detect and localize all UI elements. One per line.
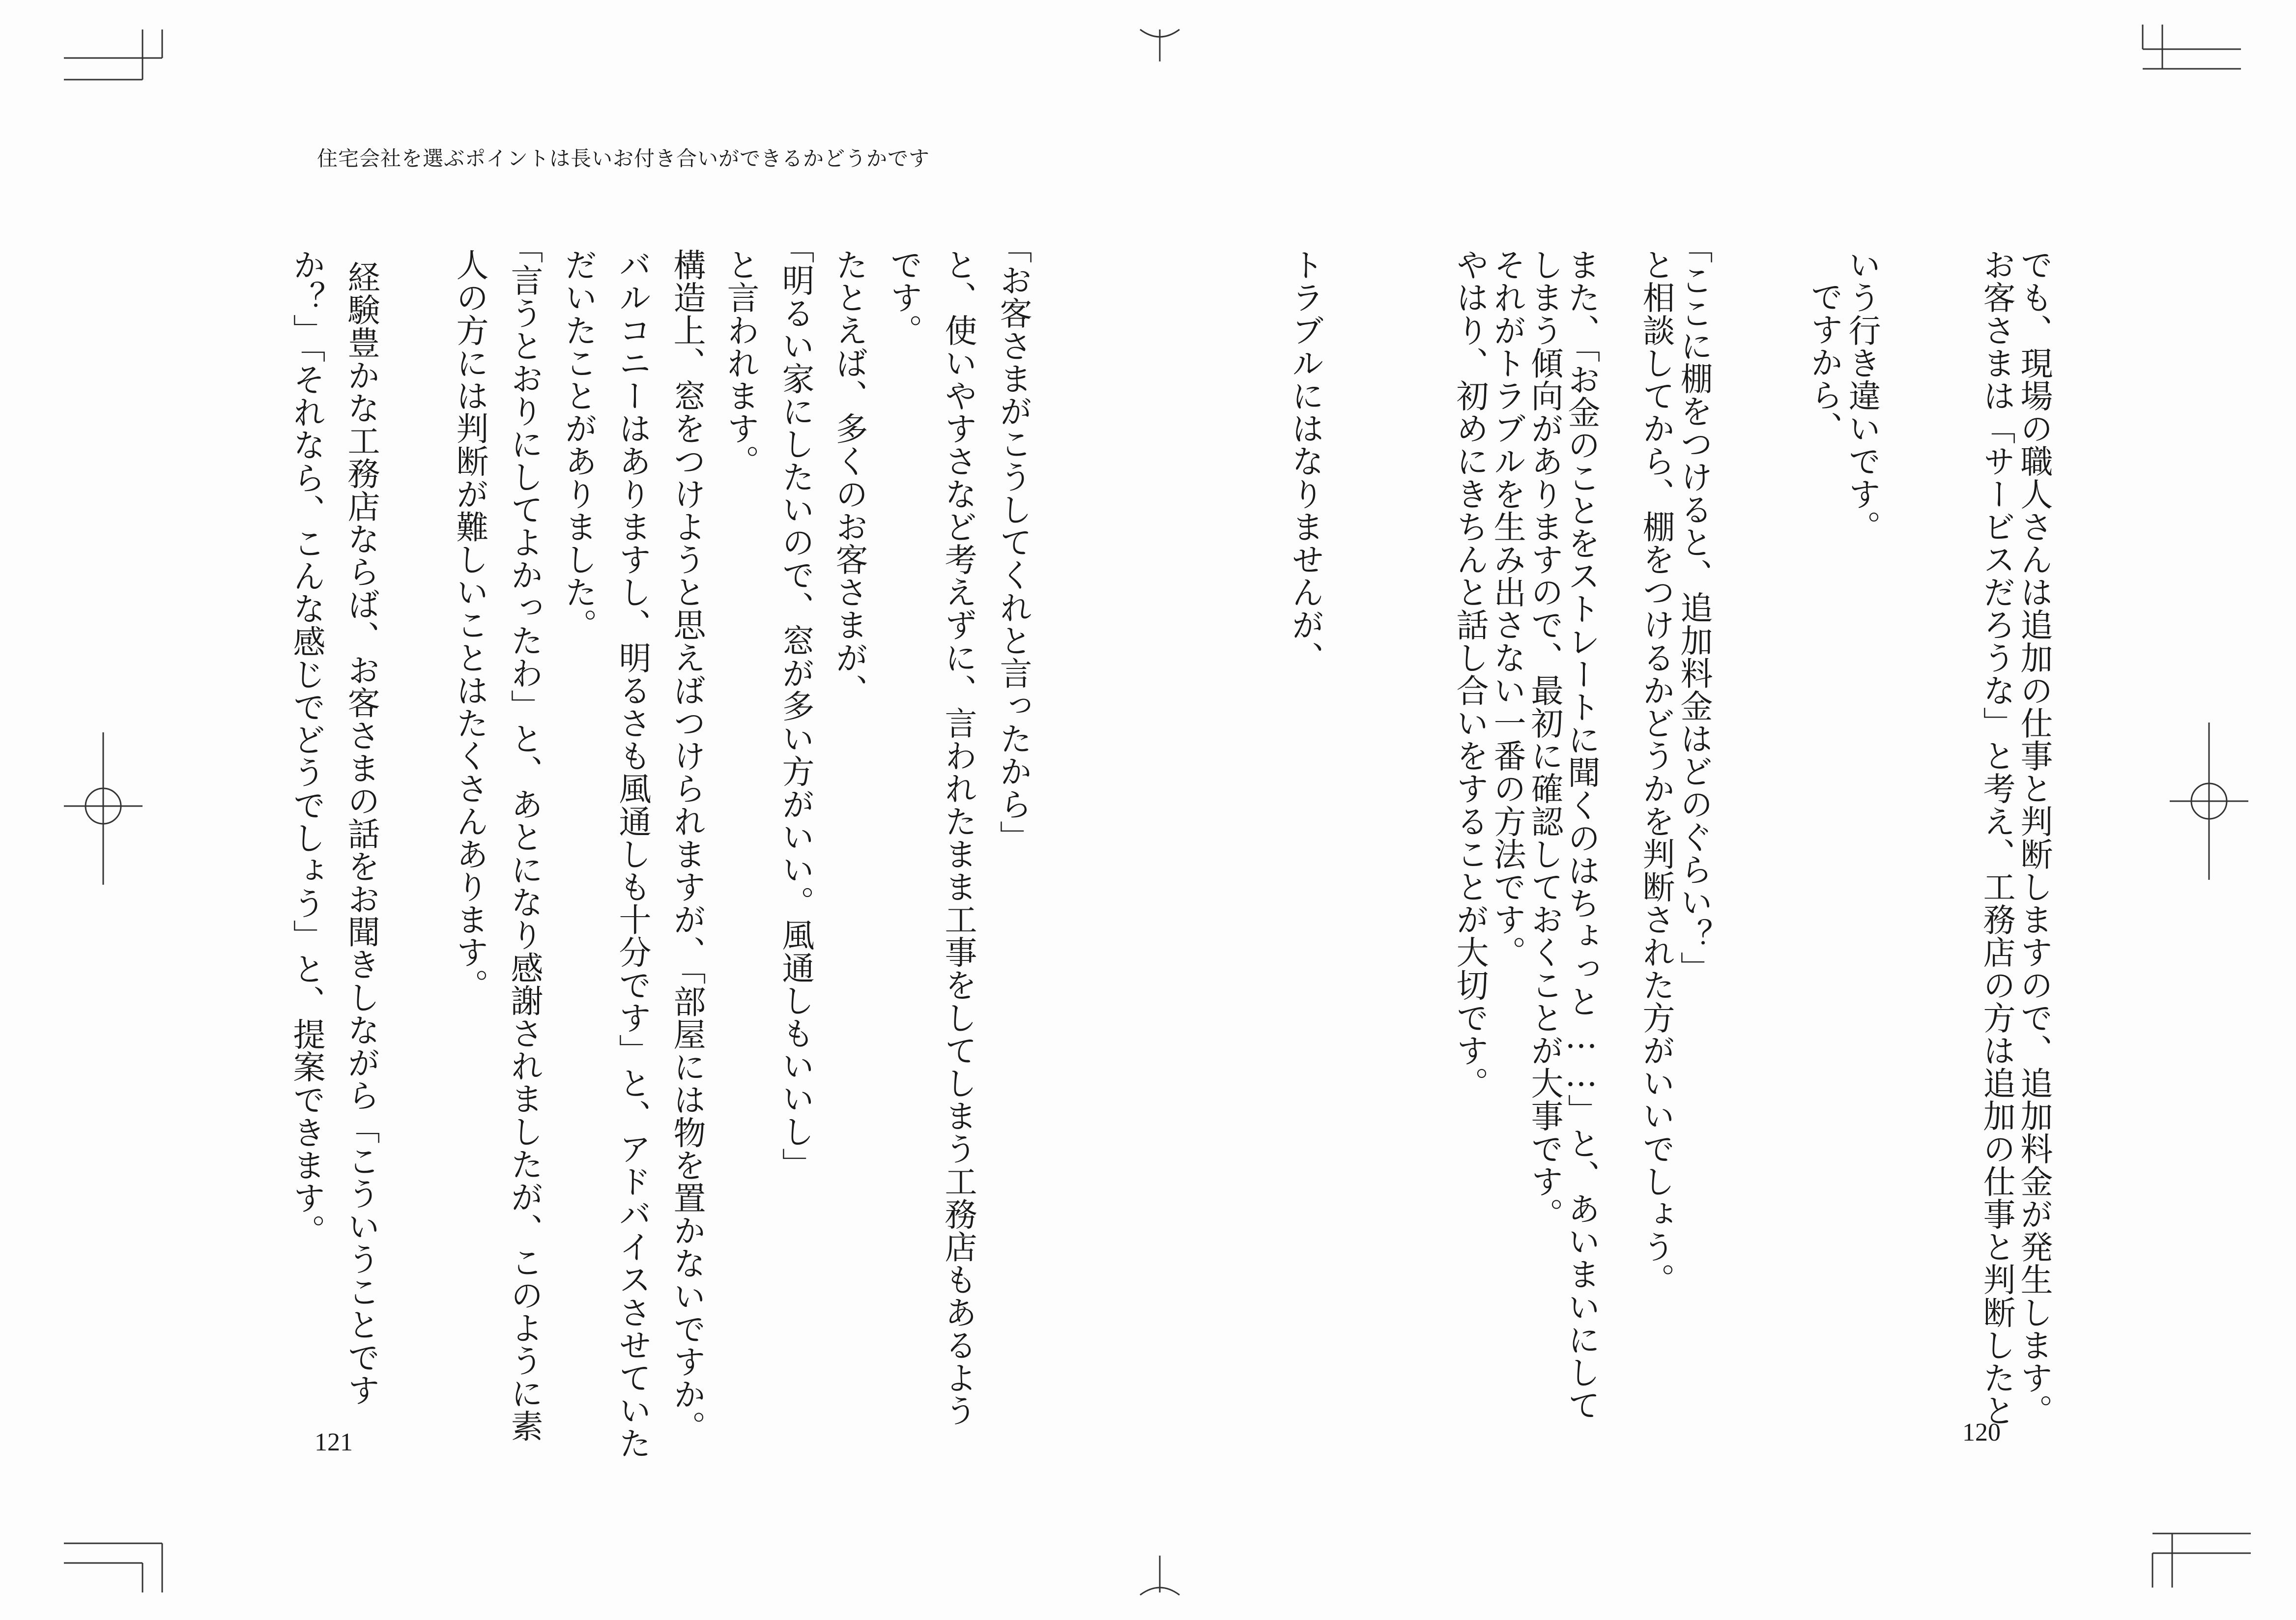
left-page-line-1: 「お客さまがこうしてくれと言ったから」	[994, 231, 1032, 853]
left-page-line-3: です。	[885, 248, 922, 347]
right-page-line-5: 「ここに棚をつけると、追加料金はどのぐらい？」	[1675, 231, 1713, 984]
left-page-line-8: バルコニーはありますし、明るさも風通しも十分です」と、アドバイスさせていた	[613, 248, 651, 1460]
page-number-right: 120	[1962, 1418, 2001, 1446]
right-page-line-6: と相談してから、棚をつけるかどうかを判断された方がいいでしょう。	[1637, 248, 1675, 1296]
left-page-line-5: 「明るい家にしたいので、窓が多い方がいい。風通しもいいし」	[776, 231, 814, 1181]
left-page-line-6: と言われます。	[721, 248, 759, 478]
right-page-line-10: それがトラブルを生み出さない一番の方法です。	[1488, 248, 1526, 969]
right-page-line-1: でも、現場の職人さんは追加の仕事と判断しますので、追加料金が発生します。	[2015, 248, 2053, 1427]
left-page-line-2: と、使いやすさなど考えずに、言われたまま工事をしてしまう工務店もあるよう	[939, 248, 977, 1427]
right-page-line-3: いう行き違いです。	[1843, 248, 1881, 543]
right-page-line-11: やはり、初めにきちんと話し合いをすることが大切です。	[1451, 248, 1489, 1099]
left-page-line-7: 構造上、窓をつけようと思えばつけられますが、「部屋には物を置かないですか。	[668, 248, 706, 1444]
right-page-line-8: また、「お金のことをストレートに聞くのはちょっと……」と、あいまいにして	[1562, 248, 1600, 1421]
left-page-line-11: 人の方には判断が難しいことはたくさんあります。	[451, 248, 488, 1001]
right-page-line-2: お客さまは「サービスだろうな」と考え、工務店の方は追加の仕事と判断したと	[1978, 248, 2015, 1427]
left-page-line-13: 経験豊かな工務店ならば、お客さまの話をお聞きしながら「こういうことです	[342, 260, 380, 1406]
left-page-line-4: たとえば、多くのお客さまが、	[830, 248, 868, 707]
right-page-line-9: しまう傾向がありますので、最初に確認しておくことが大事です。	[1525, 248, 1563, 1230]
right-page-line-4: ですから、	[1805, 280, 1843, 444]
left-page-line-14: か？」「それなら、こんな感じでどうでしょう」と、提案できます。	[287, 248, 325, 1247]
running-head: 住宅会社を選ぶポイントは長いお付き合いができるかどうかです	[317, 146, 930, 171]
right-page-line-13: トラブルにはなりませんが、	[1286, 248, 1324, 674]
left-page-line-10: 「言うとおりにしてよかったわ」と、あとになり感謝されましたが、このように素	[505, 231, 543, 1443]
left-page-line-9: だいたことがありました。	[559, 248, 597, 641]
page-number-left: 121	[315, 1428, 353, 1456]
